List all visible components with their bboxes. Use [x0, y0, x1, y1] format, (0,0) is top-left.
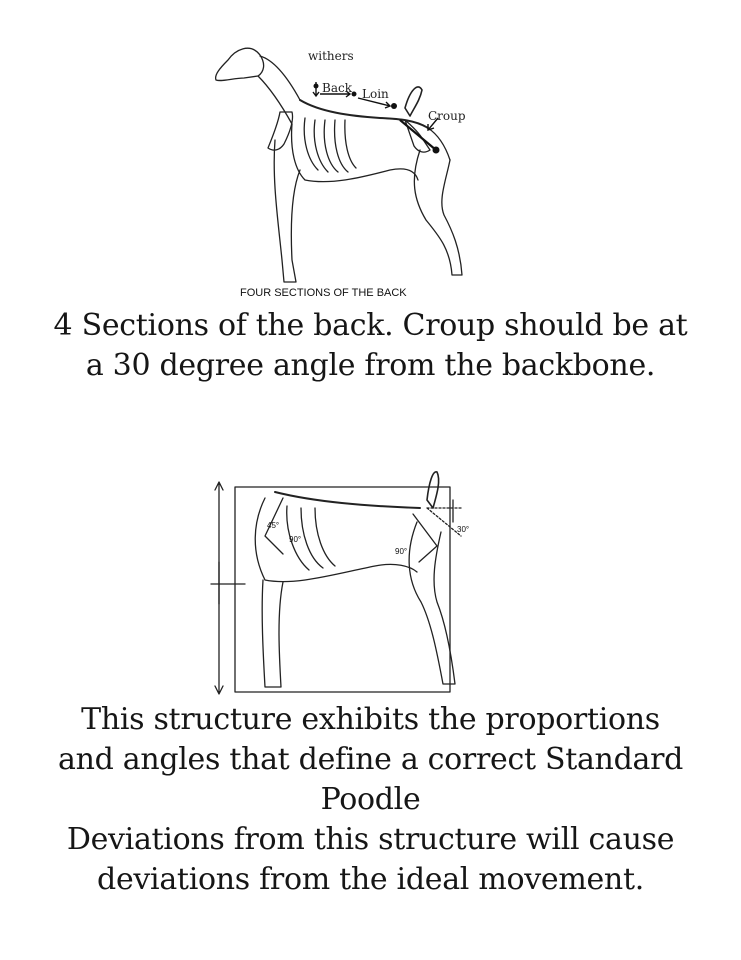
dog-neck-outline [258, 56, 300, 124]
label-loin: Loin [362, 87, 389, 101]
label-croup: Croup [428, 109, 466, 123]
marker-loin-end [391, 103, 397, 109]
caption2-line-3: Poodle [320, 782, 421, 817]
label-withers: withers [308, 49, 354, 63]
dog-head-outline [216, 48, 264, 80]
dog-belly-outline [292, 124, 418, 182]
caption2-line-2: and angles that define a correct Standard [57, 742, 684, 777]
croup-line [400, 120, 436, 150]
caption2-line-1: This structure exhibits the proportions [81, 702, 660, 737]
dog-rear-leg [414, 150, 462, 275]
withers-arrow [313, 82, 319, 96]
dog-tail [405, 87, 422, 116]
angle-croup: 30° [457, 525, 470, 534]
angle-shoulder-bottom: 90° [289, 535, 302, 544]
caption2-line-4: Deviations from this structure will cause [66, 822, 675, 857]
proportion-square [235, 487, 450, 692]
back-sections-diagram [200, 20, 500, 305]
dog2-spine [275, 492, 420, 508]
dog-pelvis [405, 120, 430, 152]
dog-ribcage [304, 118, 356, 172]
dog2-rear-leg [409, 522, 455, 684]
angle-shoulder-top: 45° [267, 521, 280, 530]
marker-back-end [352, 92, 357, 97]
caption1-line-2: a 30 degree angle from the backbone. [85, 348, 656, 383]
angle-hip: 90° [395, 547, 408, 556]
caption-proportions [0, 700, 741, 900]
dog2-hip [413, 514, 437, 562]
dog2-body [255, 498, 417, 582]
elbow-measure [211, 562, 245, 604]
caption-back-sections [0, 306, 741, 386]
back-sections-svg [200, 20, 500, 305]
caption1-line-1: 4 Sections of the back. Croup should be at [53, 308, 688, 343]
dog2-front-leg [262, 580, 283, 687]
dog-front-leg [274, 140, 300, 282]
proportions-diagram [205, 462, 495, 697]
label-back: Back [322, 81, 352, 95]
caption2-line-5: deviations from the ideal movement. [97, 862, 644, 897]
proportions-svg [205, 462, 495, 697]
diagram1-subtitle: FOUR SECTIONS OF THE BACK [240, 287, 407, 299]
dog2-tail [427, 472, 439, 508]
